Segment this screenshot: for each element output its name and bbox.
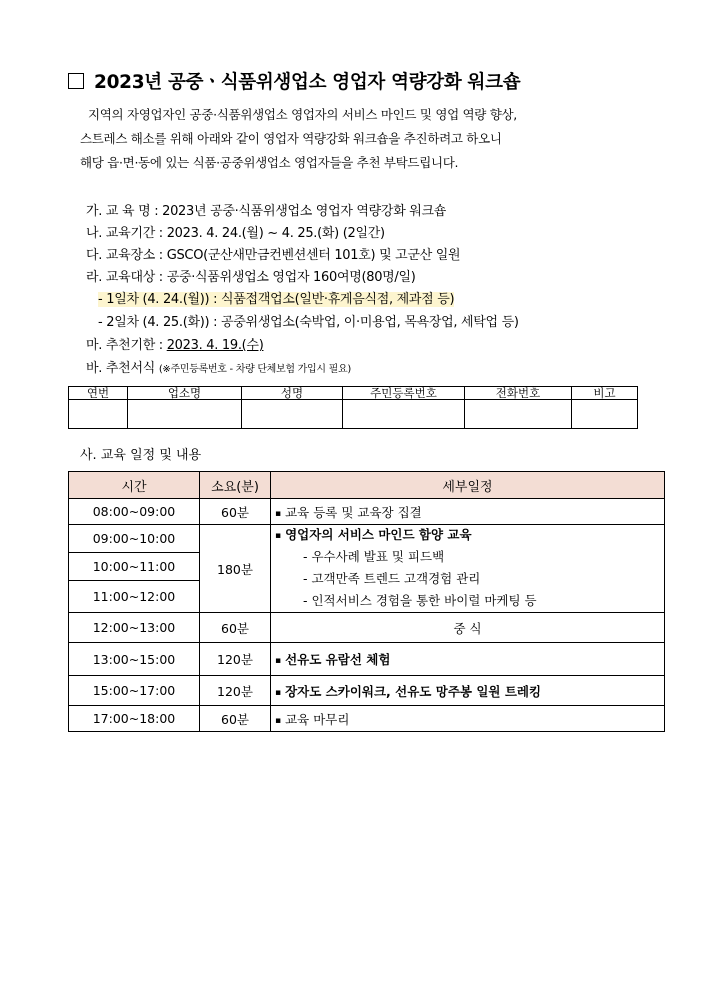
schedule-header-row — [69, 472, 665, 499]
form-note: (※주민등록번호 - 차량 단체보험 가입시 필요) — [158, 364, 351, 375]
detail-text: 장자도 스카이워크, 선유도 망주봉 일원 트레킹 — [285, 683, 542, 699]
detail-text: 선유도 유람선 체험 — [285, 652, 391, 667]
form-header-business: 업소명 — [128, 387, 242, 400]
header-details: 세부일정 — [271, 472, 665, 499]
detail-cell — [271, 676, 665, 706]
duration-cell: 60분 — [200, 613, 271, 643]
detail-lead — [275, 525, 664, 546]
title-text: 2023년 공중ㆍ식품위생업소 영업자 역량강화 워크숍 — [94, 72, 521, 93]
schedule-row — [69, 676, 665, 706]
form-header-id-number: 주민등록번호 — [343, 387, 465, 400]
time-cell: 09:00~10:00 — [69, 525, 200, 553]
intro-line-3: 해당 읍·면·동에 있는 식품·공중위생업소 영업자들을 추천 부탁드립니다. — [80, 155, 459, 170]
schedule-section-title: 사. 교육 일정 및 내용 — [80, 448, 202, 463]
detail-text: 영업자의 서비스 마인드 함양 교육 — [285, 527, 472, 542]
day1-text: - 1일차 (4. 24.(월)) : 식품접객업소(일반·휴게음식점, 제과점 등) — [98, 292, 455, 307]
time-cell: 17:00~18:00 — [69, 706, 200, 732]
schedule-row — [69, 499, 665, 525]
duration-cell: 120분 — [200, 643, 271, 676]
form-cell — [465, 400, 572, 429]
item-day2: - 2일차 (4. 25.(화)) : 공중위생업소(숙박업, 이·미용업, 목욕장업, 세탁업 등) — [98, 315, 519, 330]
form-header-name: 성명 — [242, 387, 343, 400]
schedule-row — [69, 613, 665, 643]
form-header-no: 연번 — [69, 387, 128, 400]
detail-cell — [271, 706, 665, 732]
time-cell: 15:00~17:00 — [69, 676, 200, 706]
time-cell: 08:00~09:00 — [69, 499, 200, 525]
form-cell — [572, 400, 638, 429]
item-target: 라. 교육대상 : 공중·식품위생업소 영업자 160여명(80명/일) — [86, 270, 416, 285]
form-cell — [69, 400, 128, 429]
duration-cell: 60분 — [200, 706, 271, 732]
deadline-date: 2023. 4. 19.(수) — [166, 338, 264, 353]
item-form — [86, 357, 351, 376]
detail-cell — [271, 499, 665, 525]
form-cell — [343, 400, 465, 429]
time-cell: 11:00~12:00 — [69, 580, 200, 612]
bullet-icon: ▪ — [275, 531, 282, 541]
header-duration: 소요(분) — [200, 472, 271, 499]
bullet-icon: ▪ — [275, 508, 282, 519]
form-header-row — [69, 387, 638, 400]
duration-cell: 60분 — [200, 499, 271, 525]
item-program-name: 가. 교 육 명 : 2023년 공중·식품위생업소 영업자 역량강화 워크숍 — [86, 204, 447, 219]
detail-text: 교육 등록 및 교육장 집결 — [285, 504, 422, 520]
duration-cell: 180분 — [200, 525, 271, 613]
checkbox-square-icon — [68, 73, 84, 89]
detail-subitem: - 고객만족 트렌드 고객경험 관리 — [303, 571, 481, 586]
form-cell — [128, 400, 242, 429]
detail-text: 교육 마무리 — [285, 711, 350, 727]
form-header-remarks: 비고 — [572, 387, 638, 400]
item-day1 — [98, 288, 454, 307]
deadline-label: 마. 추천기한 : — [86, 338, 167, 353]
item-location: 다. 교육장소 : GSCO(군산새만금컨벤션센터 101호) 및 고군산 일원 — [86, 248, 461, 263]
detail-subitem: - 우수사례 발표 및 피드백 — [303, 549, 445, 564]
bullet-icon: ▪ — [275, 715, 282, 726]
item-period: 나. 교육기간 : 2023. 4. 24.(월) ~ 4. 25.(화) (2일간) — [86, 226, 385, 241]
form-header-phone: 전화번호 — [465, 387, 572, 400]
detail-cell — [271, 525, 665, 613]
detail-cell: 중 식 — [271, 613, 665, 643]
time-cell: 13:00~15:00 — [69, 643, 200, 676]
bullet-icon: ▪ — [275, 656, 282, 666]
schedule-row — [69, 525, 665, 553]
header-time: 시간 — [69, 472, 200, 499]
schedule-row — [69, 643, 665, 676]
page-title — [68, 68, 520, 94]
recommendation-form-table — [68, 386, 638, 429]
form-empty-row — [69, 400, 638, 429]
schedule-table — [68, 471, 665, 732]
bullet-icon: ▪ — [275, 687, 282, 698]
intro-line-1: 지역의 자영업자인 공중·식품위생업소 영업자의 서비스 마인드 및 영업 역량 향상, — [88, 107, 517, 122]
schedule-row — [69, 706, 665, 732]
duration-cell: 120분 — [200, 676, 271, 706]
form-cell — [242, 400, 343, 429]
detail-cell — [271, 643, 665, 676]
detail-subitem: - 인적서비스 경험을 통한 바이럴 마케팅 등 — [303, 593, 537, 608]
item-deadline — [86, 334, 263, 353]
time-cell: 10:00~11:00 — [69, 552, 200, 580]
form-label: 바. 추천서식 — [86, 361, 155, 376]
intro-paragraph — [80, 103, 640, 175]
time-cell: 12:00~13:00 — [69, 613, 200, 643]
intro-line-2: 스트레스 해소를 위해 아래와 같이 영업자 역량강화 워크숍을 추진하려고 하오니 — [80, 131, 502, 146]
